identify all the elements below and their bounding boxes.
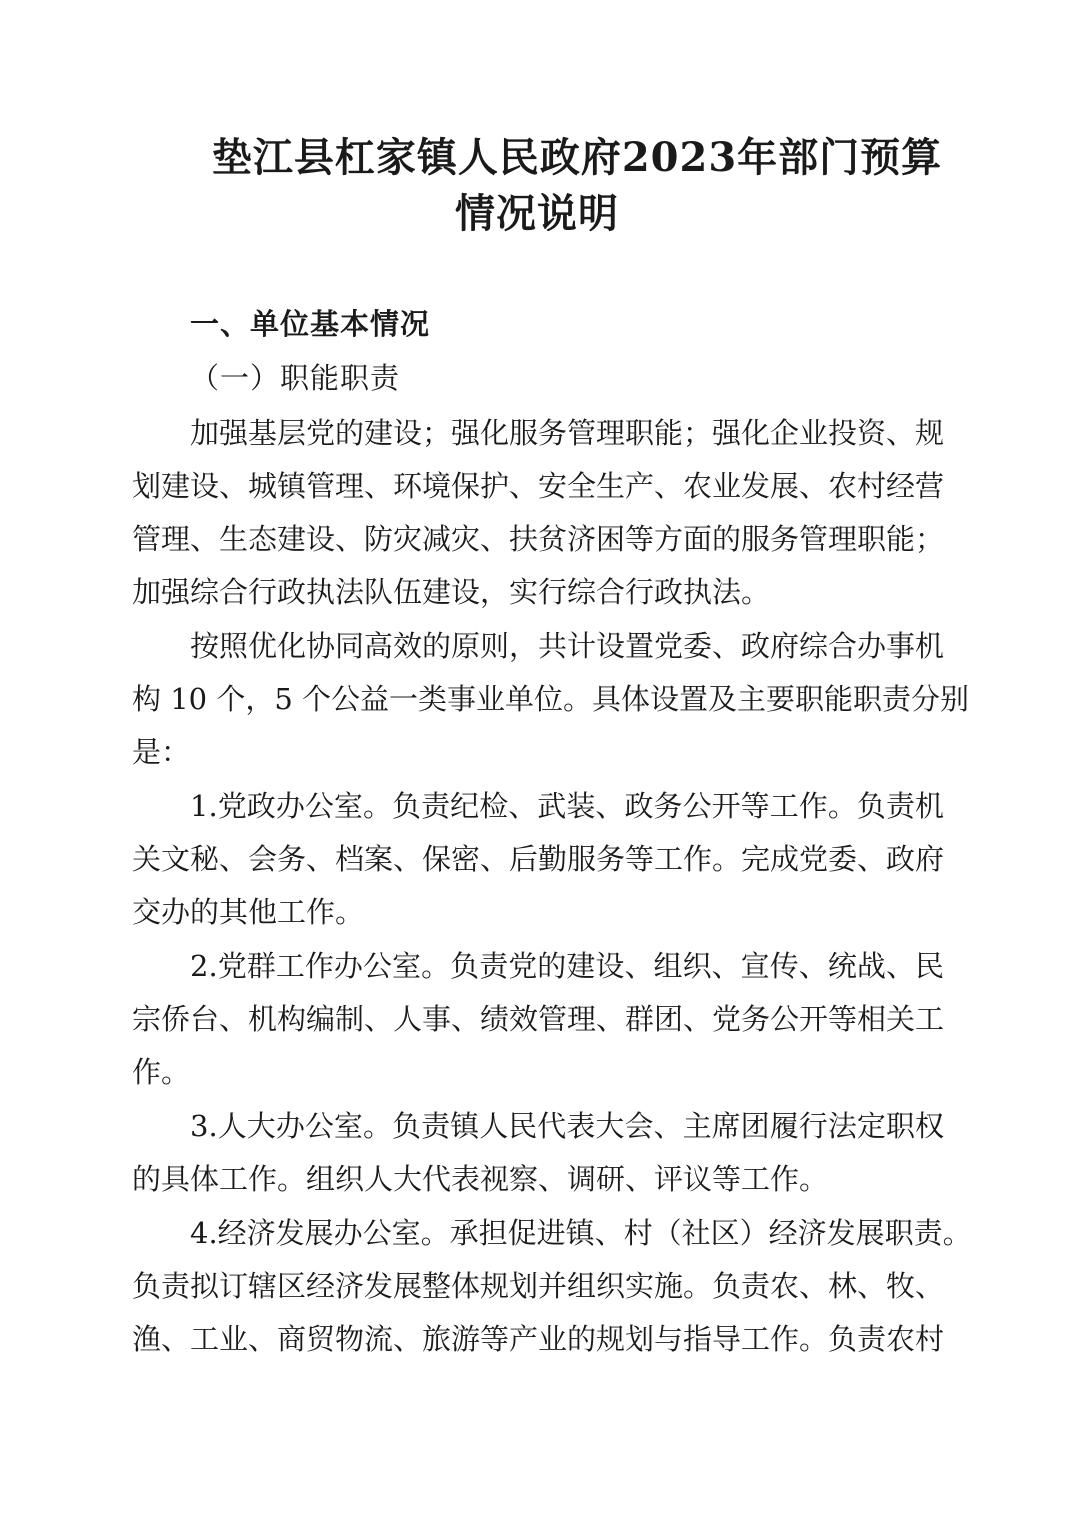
paragraph-line: 1.党政办公室。负责纪检、武装、政务公开等工作。负责机: [190, 789, 944, 823]
section-heading: 一、单位基本情况: [190, 307, 431, 341]
paragraph-line: 交办的其他工作。: [132, 895, 365, 929]
paragraph-line: 3.人大办公室。负责镇人民代表大会、主席团履行法定职权: [190, 1109, 944, 1143]
paragraph-line: 2.党群工作办公室。负责党的建设、组织、宣传、统战、民: [190, 949, 944, 983]
paragraph-line: 宗侨台、机构编制、人事、绩效管理、群团、党务公开等相关工: [132, 1002, 945, 1036]
paragraph-line: 是：: [132, 735, 191, 769]
paragraph-line: 负责拟订辖区经济发展整体规划并组织实施。负责农、林、牧、: [132, 1269, 945, 1303]
paragraph-line: 4.经济发展办公室。承担促进镇、村（社区）经济发展职责。: [190, 1216, 972, 1250]
document-title-line1: 垫江县杠家镇人民政府2023年部门预算: [211, 134, 943, 181]
paragraph-line: 加强基层党的建设；强化服务管理职能；强化企业投资、规: [190, 416, 945, 450]
paragraph-line: 作。: [132, 1055, 191, 1089]
paragraph-line: 加强综合行政执法队伍建设，实行综合行政执法。: [132, 575, 771, 609]
paragraph-line: 划建设、城镇管理、环境保护、安全生产、农业发展、农村经营: [132, 469, 945, 503]
paragraph-line: 按照优化协同高效的原则，共计设置党委、政府综合办事机: [190, 629, 945, 663]
paragraph-line: 的具体工作。组织人大代表视察、调研、评议等工作。: [132, 1162, 829, 1196]
paragraph-line: 渔、工业、商贸物流、旅游等产业的规划与指导工作。负责农村: [132, 1322, 945, 1356]
paragraph-line: 构 10 个，5 个公益一类事业单位。具体设置及主要职能职责分别: [132, 682, 970, 716]
paragraph-line: 关文秘、会务、档案、保密、后勤服务等工作。完成党委、政府: [132, 842, 945, 876]
subsection-heading: （一）职能职责: [190, 361, 401, 395]
paragraph-line: 管理、生态建设、防灾减灾、扶贫济困等方面的服务管理职能；: [132, 522, 945, 556]
document-title-line2: 情况说明: [455, 190, 619, 237]
